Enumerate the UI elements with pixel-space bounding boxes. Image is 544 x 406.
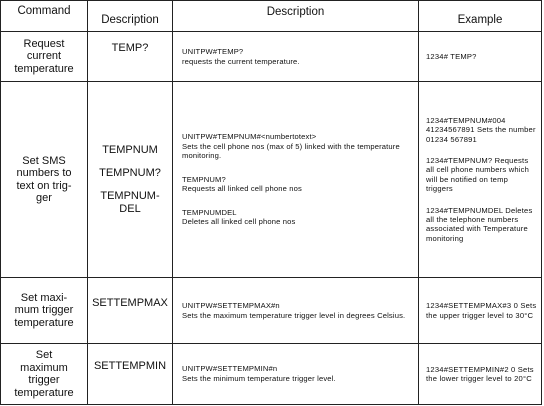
description-text: Requests all linked cell phone nos [182, 184, 302, 194]
example-text: 1234#TEMPNUM? Requests all cell phone numbers which will be notified on temp triggers [426, 155, 530, 194]
command-line: Set [35, 349, 53, 361]
command-line: Set maxi- [20, 291, 68, 304]
example-cell [419, 82, 542, 278]
command-description-cell [173, 32, 419, 82]
header-description-1: Description [88, 1, 173, 32]
table-row [1, 344, 542, 405]
command-keyword-cell [88, 278, 173, 344]
description-title: UNITPW#TEMPNUM#<numbertotext> [182, 131, 317, 141]
example-cell [419, 32, 542, 82]
description-text: Sets the maximum temperature trigger level in degrees Celsius. [182, 310, 406, 320]
description-title: TEMPNUM? [182, 174, 226, 184]
description-title: UNITPW#SETTEMPMIN#n [182, 364, 278, 374]
command-keyword-cell [88, 82, 173, 278]
description-title: UNITPW#TEMP? [182, 46, 244, 56]
command-cell [1, 344, 88, 405]
description-text: Sets the cell phone nos (max of 5) linked with the temperature monitoring. [182, 141, 400, 161]
command-cell [1, 82, 88, 278]
header-example: Example [419, 1, 542, 32]
example-text: 1234#TEMPNUMDEL Deletes all the telephone numbers associated with Temperature monitoring [426, 205, 533, 243]
command-line: numbers to [16, 167, 72, 179]
command-keyword: TEMPNUM? [99, 166, 161, 179]
example-text: 1234#SETTEMPMAX#3 0 Sets the upper trigger level to 30°C [426, 301, 537, 320]
header-description-2: Description [173, 1, 419, 32]
description-title: TEMPNUMDEL [182, 207, 237, 217]
command-keyword: SETTEMPMIN [93, 360, 167, 372]
description-text: requests the current temperature. [182, 56, 300, 66]
example-text: 1234#SETTEMPMIN#2 0 Sets the lower trigger level to 20°C [426, 364, 534, 383]
command-line: temperature [14, 316, 74, 329]
command-line: temperature [14, 62, 74, 75]
example-text: 1234# TEMP? [426, 51, 477, 61]
command-line: ger [36, 192, 52, 204]
description-text: Sets the minimum temperature trigger level. [182, 374, 336, 383]
command-description-cell [173, 344, 419, 405]
command-line: Request [23, 37, 65, 50]
command-line: mum trigger [14, 304, 74, 317]
command-keyword: TEMPNUM- [100, 189, 160, 202]
table-row [1, 32, 542, 82]
command-description-cell [173, 278, 419, 344]
example-cell [419, 344, 542, 405]
command-line: Set SMS [22, 154, 66, 167]
command-cell [1, 278, 88, 344]
command-keyword: SETTEMPMAX [92, 297, 168, 309]
description-title: UNITPW#SETTEMPMAX#n [182, 300, 280, 310]
table-row [1, 82, 542, 278]
command-line: temperature [14, 386, 74, 399]
command-keyword: DEL [119, 202, 141, 215]
command-keyword: TEMP? [111, 42, 149, 54]
command-keyword: TEMPNUM [102, 143, 158, 156]
command-line: maximum [20, 361, 68, 374]
table-row [1, 278, 542, 344]
example-cell [419, 278, 542, 344]
command-keyword-cell [88, 344, 173, 405]
command-line: current [26, 50, 62, 63]
command-line: trigger [28, 374, 60, 386]
description-text: Deletes all linked cell phone nos [182, 217, 296, 227]
command-description-cell [173, 82, 419, 278]
command-keyword-cell [88, 32, 173, 82]
command-cell [1, 32, 88, 82]
header-command: Command [1, 1, 88, 32]
example-text: 1234#TEMPNUM#004 41234567891 Sets the number 01234 567891 [426, 115, 536, 144]
command-line: text on trig- [16, 179, 72, 192]
